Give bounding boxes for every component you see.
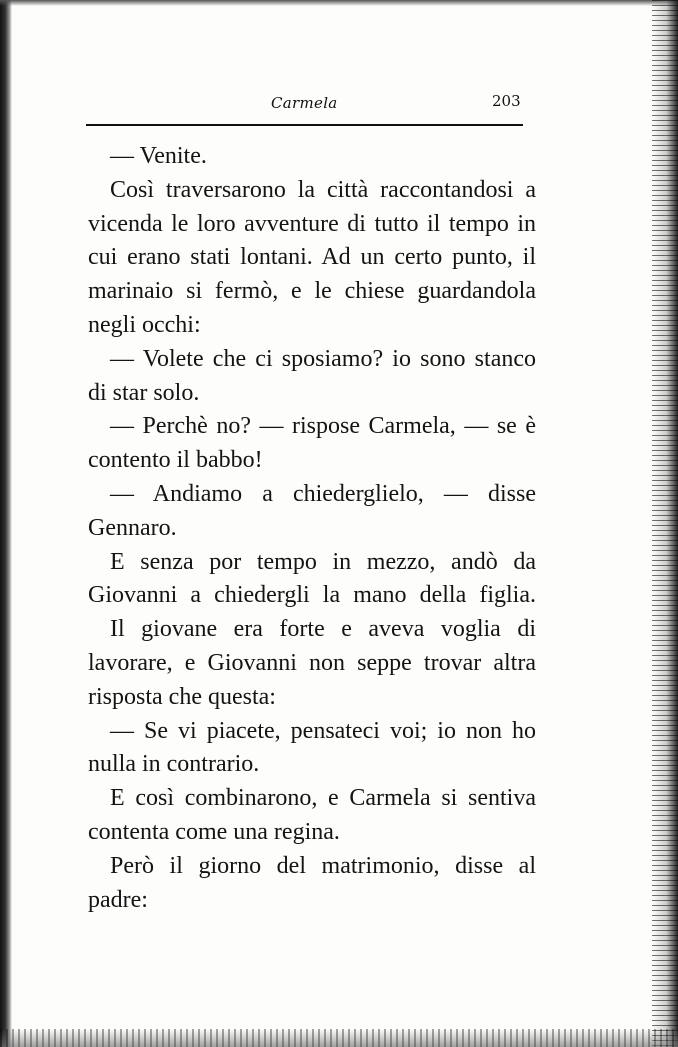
paragraph: Però il giorno del matrimonio, disse al padre: [88,852,536,913]
page-number: 203 [492,92,521,110]
page-edge-bottom [0,1029,678,1047]
paragraph: E senza por tempo in mezzo, andò da Giovanni a chiedergli la mano della figlia. [88,548,536,609]
running-title: Carmela [271,94,338,112]
page-edge-top [0,0,678,6]
page-edge-left [0,0,12,1047]
paragraph: — Andiamo a chiederglielo, — disse Gennaro. [88,480,536,541]
paragraph: — Se vi piacete, pensateci voi; io non ho nulla in contrario. [88,717,536,778]
body-text [88,140,536,917]
paragraph: — Venite. [110,143,207,169]
paragraph: Il giovane era forte e aveva voglia di lavorare, e Giovanni non seppe trovar altra risposta che questa: [88,616,536,710]
paragraph: Così traversarono la città raccontandosi a vicenda le loro avventure di tutto il tempo in cui erano stati lontani. Ad un certo punto, il marinaio si fermò, e le chiese guardandola negli occhi: [88,176,536,338]
paragraph: E così combinarono, e Carmela si sentiva contenta come una regina. [88,785,536,845]
page-edge-right [652,0,678,1047]
header-rule [86,124,523,126]
paragraph: — Perchè no? — rispose Carmela, — se è contento il babbo! [88,413,536,474]
paragraph: — Volete che ci sposiamo? io sono stanco di star solo. [88,345,536,406]
